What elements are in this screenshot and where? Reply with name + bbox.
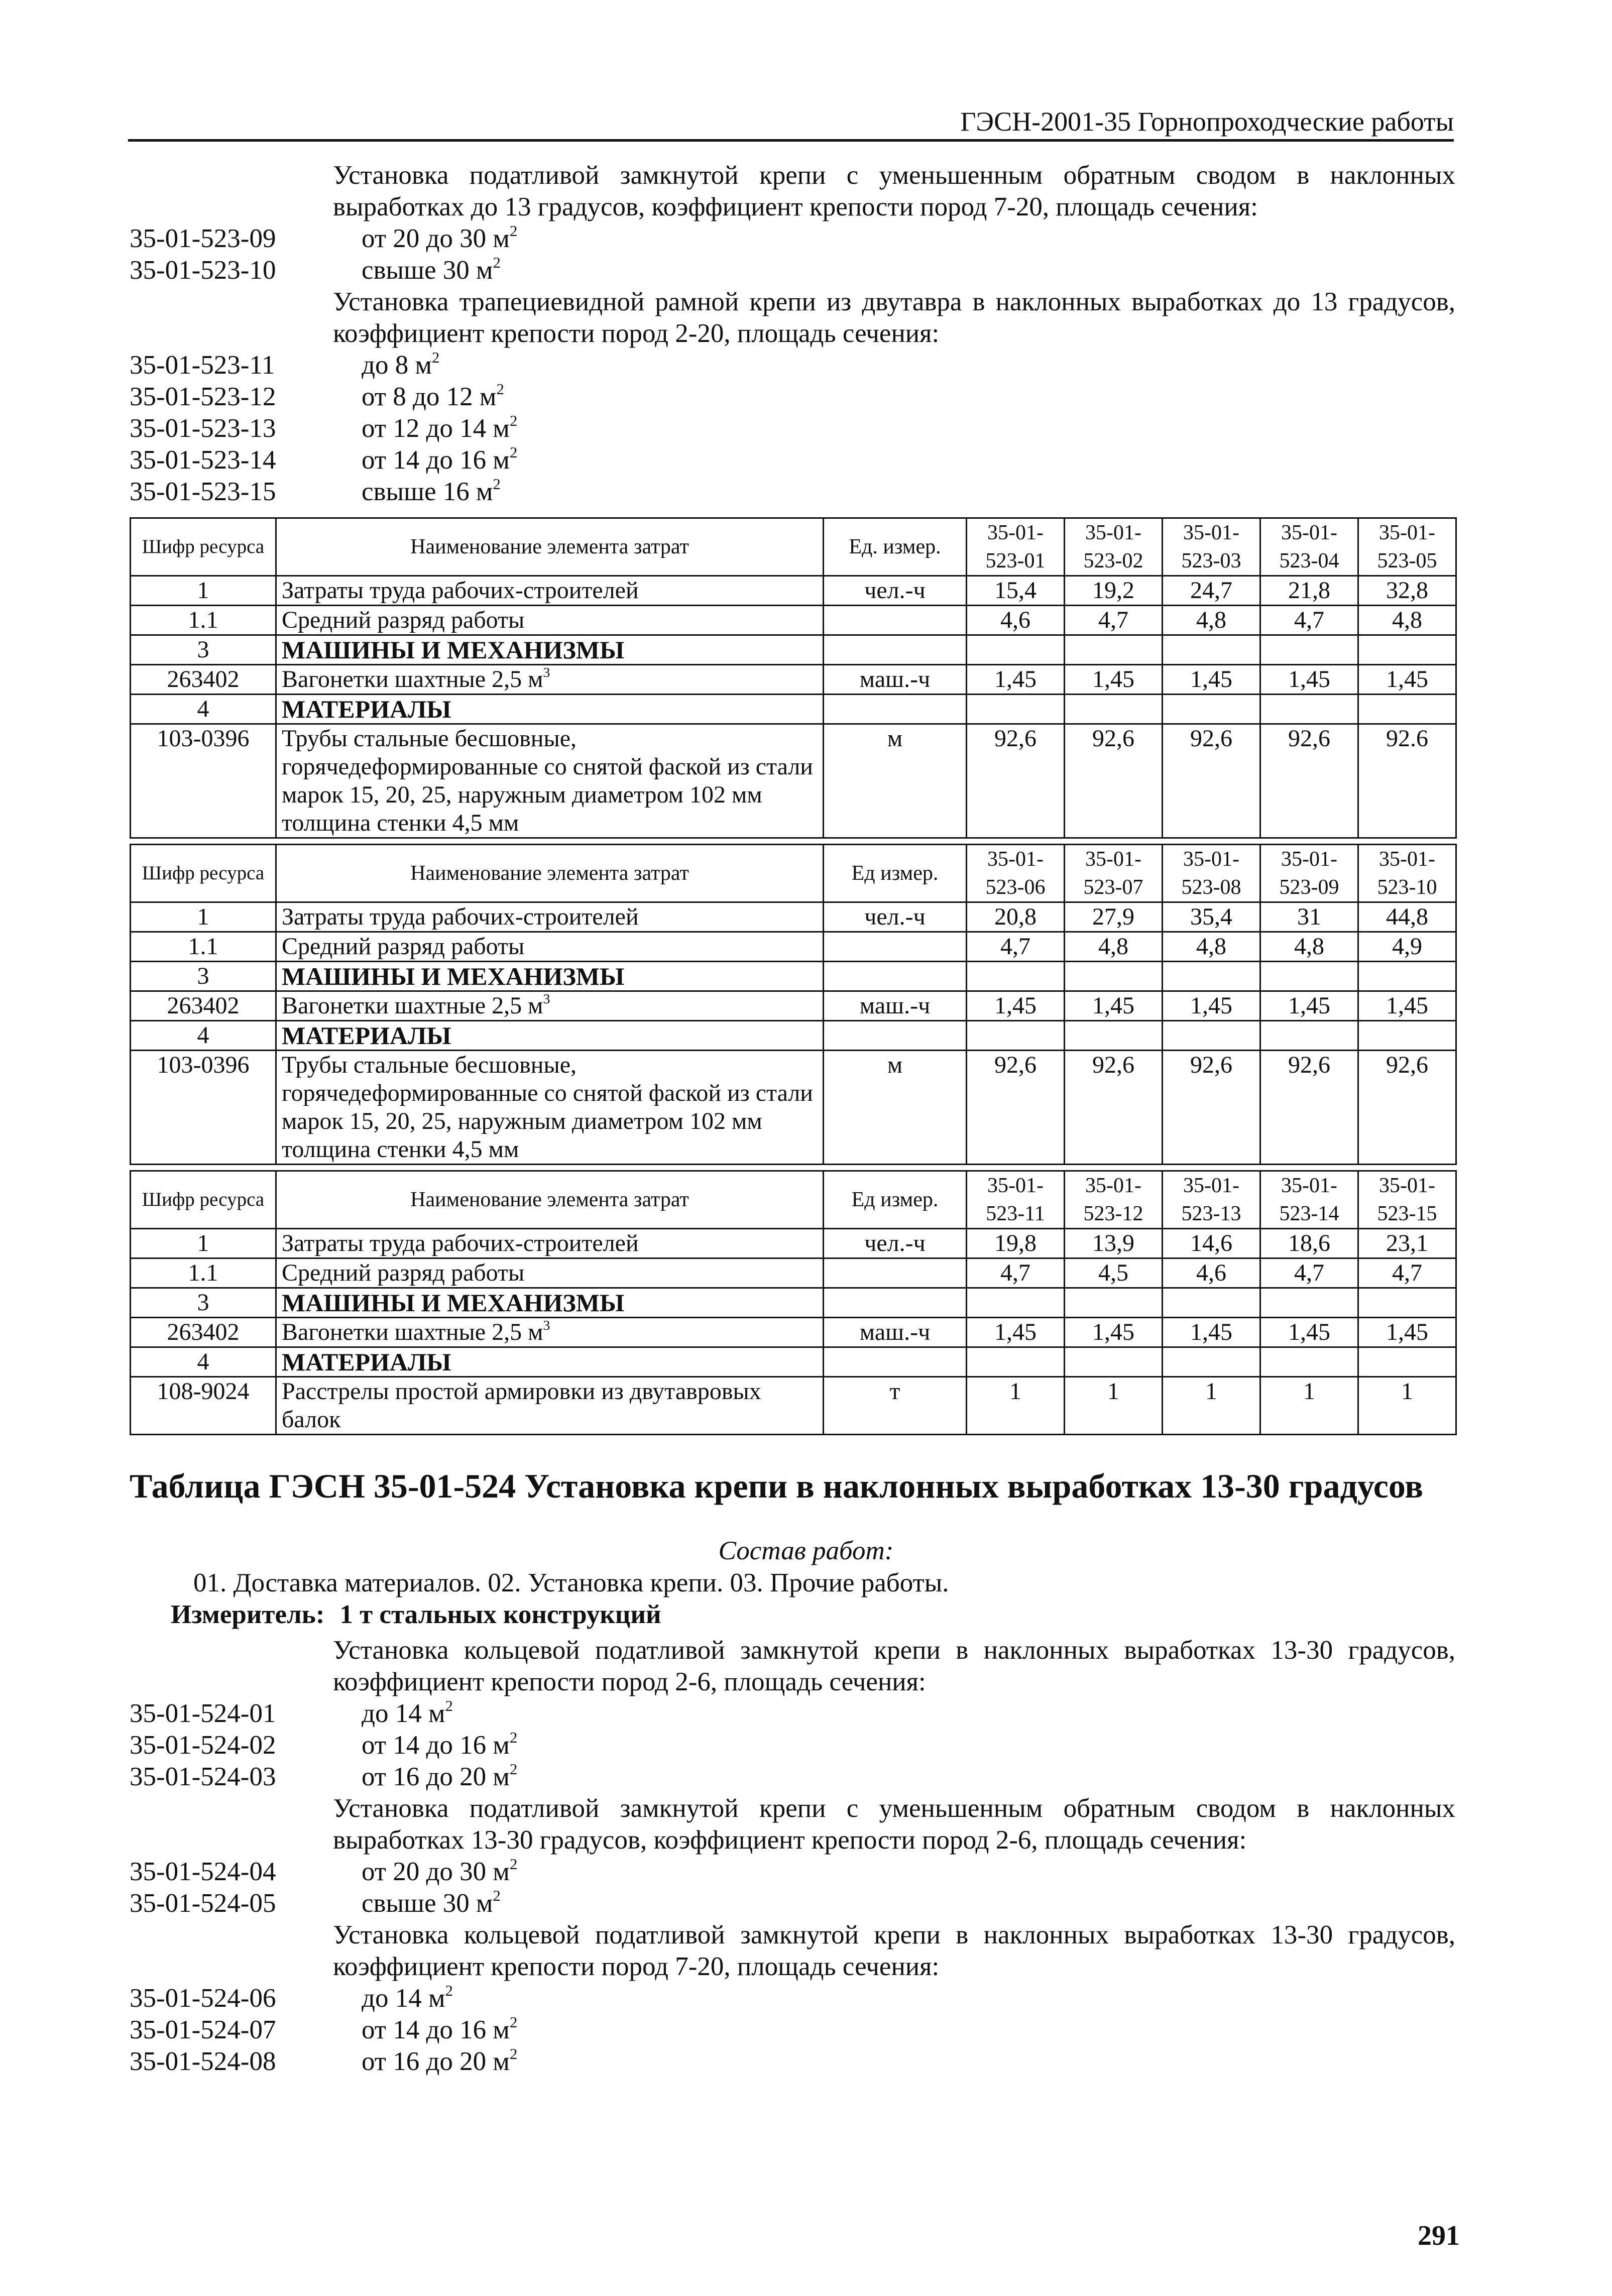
unit-superscript: 2 xyxy=(509,1760,518,1778)
cost-element-cell: МАШИНЫ И МЕХАНИЗМЫ xyxy=(276,635,824,665)
spec-row xyxy=(130,1761,1455,1793)
value-cell xyxy=(1065,962,1163,991)
spec-code: 35-01-524-02 xyxy=(130,1731,276,1760)
cost-element-cell: Средний разряд работы xyxy=(276,932,824,962)
value-cell: 1 xyxy=(1260,1377,1358,1435)
header-resource-code: Шифр ресурса xyxy=(131,845,276,902)
table-row xyxy=(131,1229,1456,1258)
table-header-row xyxy=(131,845,1456,902)
unit-cell xyxy=(824,1258,967,1288)
value-cell: 1,45 xyxy=(1163,1318,1260,1347)
table-row xyxy=(131,1288,1456,1318)
unit-cell: маш.-ч xyxy=(824,1318,967,1347)
unit-superscript: 3 xyxy=(543,991,550,1007)
spec-row xyxy=(130,223,1455,255)
spec-code: 35-01-523-12 xyxy=(130,382,276,411)
value-cell: 92,6 xyxy=(1260,724,1358,838)
value-cell: 1 xyxy=(967,1377,1065,1435)
value-cell xyxy=(1260,1347,1358,1377)
resource-table xyxy=(130,1170,1457,1435)
unit-superscript: 2 xyxy=(496,380,504,398)
table-row xyxy=(131,635,1456,665)
value-cell: 4,8 xyxy=(1163,932,1260,962)
works-list: 01. Доставка материалов. 02. Установка крепи. 03. Прочие работы. xyxy=(193,1568,949,1597)
measure-value: 1 т стальных конструкций xyxy=(339,1600,661,1629)
value-cell xyxy=(1065,1288,1163,1318)
unit-superscript: 3 xyxy=(543,1317,550,1333)
spec-code: 35-01-523-14 xyxy=(130,445,276,475)
spec-text: от 16 до 20 $м^2$ xyxy=(362,1760,518,1791)
spec-text: от 14 до 16 $м^2$ xyxy=(362,443,518,475)
value-cell: 4,7 xyxy=(967,1258,1065,1288)
header-unit: Ед. измер. xyxy=(824,518,967,576)
unit-superscript: 2 xyxy=(493,254,501,271)
spec-text: до 14 $м^2$ xyxy=(362,1697,453,1728)
table-row xyxy=(131,695,1456,724)
value-cell: 4,8 xyxy=(1358,606,1456,635)
value-cell: 92,6 xyxy=(1163,724,1260,838)
unit-cell: т xyxy=(824,1377,967,1435)
resource-code-cell: 263402 xyxy=(131,991,276,1021)
value-cell xyxy=(1260,1288,1358,1318)
value-cell: 4,8 xyxy=(1163,606,1260,635)
value-cell xyxy=(1163,962,1260,991)
spec-text: свыше 30 $м^2$ xyxy=(362,254,501,285)
spec-text: от 20 до 30 $м^2$ xyxy=(362,1855,518,1886)
header-norm-code: 35-01- 523-10 xyxy=(1358,845,1456,902)
value-cell: 1,45 xyxy=(967,991,1065,1021)
value-cell: 15,4 xyxy=(967,576,1065,606)
value-cell: 1,45 xyxy=(1260,1318,1358,1347)
spec-paragraph: Установка кольцевой податливой замкнутой крепи в наклонных выработках 13-30 градусов, коэффициент крепости пород 7-20, площадь сечения: xyxy=(333,1920,1455,1981)
value-cell: 20,8 xyxy=(967,902,1065,932)
value-cell: 21,8 xyxy=(1260,576,1358,606)
value-cell xyxy=(1260,695,1358,724)
spec-code: 35-01-524-07 xyxy=(130,2015,276,2044)
value-cell xyxy=(967,695,1065,724)
value-cell: 1,45 xyxy=(1358,665,1456,695)
value-cell: 4,6 xyxy=(1163,1258,1260,1288)
spec-row xyxy=(130,2014,1455,2046)
table-header-row xyxy=(131,1171,1456,1229)
header-unit: Ед измер. xyxy=(824,845,967,902)
spec-text: от 12 до 14 $м^2$ xyxy=(362,412,518,443)
spec-code: 35-01-524-04 xyxy=(130,1857,276,1886)
value-cell xyxy=(1358,635,1456,665)
cost-element-cell: МАТЕРИАЛЫ xyxy=(276,695,824,724)
spec-text: от 14 до 16 $м^2$ xyxy=(362,1729,518,1760)
header-norm-code: 35-01- 523-05 xyxy=(1358,518,1456,576)
cost-element-cell: Вагонетки шахтные 2,5 $м^3$ xyxy=(276,1318,824,1347)
spec-paragraph: Установка кольцевой податливой замкнутой крепи в наклонных выработках 13-30 градусов, коэффициент крепости пород 2-6, площадь сечения: xyxy=(333,1636,1455,1696)
measure-line xyxy=(171,1599,661,1630)
resource-code-cell: 1 xyxy=(131,902,276,932)
unit-superscript: 2 xyxy=(509,2045,518,2062)
header-norm-code: 35-01- 523-06 xyxy=(967,845,1065,902)
cost-element-cell: Вагонетки шахтные 2,5 $м^3$ xyxy=(276,665,824,695)
value-cell: 19,2 xyxy=(1065,576,1163,606)
header-norm-code: 35-01- 523-03 xyxy=(1163,518,1260,576)
unit-cell: маш.-ч xyxy=(824,991,967,1021)
value-cell: 4,7 xyxy=(967,932,1065,962)
unit-superscript: 3 xyxy=(543,664,550,680)
value-cell: 4,8 xyxy=(1260,932,1358,962)
value-cell: 1,45 xyxy=(967,665,1065,695)
value-cell xyxy=(967,635,1065,665)
cost-element-cell: Средний разряд работы xyxy=(276,1258,824,1288)
spec-row xyxy=(130,1888,1455,1919)
value-cell xyxy=(1163,1347,1260,1377)
unit-cell xyxy=(824,635,967,665)
table-row xyxy=(131,1258,1456,1288)
unit-superscript: 2 xyxy=(432,349,440,366)
table-row xyxy=(131,665,1456,695)
cost-element-cell: Расстрелы простой армировки из двутавровых балок xyxy=(276,1377,824,1435)
running-header xyxy=(128,103,1454,142)
value-cell: 27,9 xyxy=(1065,902,1163,932)
spec-paragraph: Установка податливой замкнутой крепи с уменьшенным обратным сводом в наклонных выработках 13-30 градусов, коэффициент крепости пород 2-6, площадь сечения: xyxy=(333,1794,1455,1855)
cost-element-cell: МАТЕРИАЛЫ xyxy=(276,1021,824,1051)
cost-element-cell: Трубы стальные бесшовные, горячедеформированные со снятой фаской из стали марок 15, 20, 25, наружным диаметром 102 мм толщина стенки 4,5 мм xyxy=(276,724,824,838)
value-cell xyxy=(1260,1021,1358,1051)
resource-code-cell: 108-9024 xyxy=(131,1377,276,1435)
resource-code-cell: 1.1 xyxy=(131,606,276,635)
spec-code: 35-01-523-15 xyxy=(130,477,276,506)
header-norm-code: 35-01- 523-09 xyxy=(1260,845,1358,902)
resource-code-cell: 3 xyxy=(131,962,276,991)
spec-text: свыше 30 $м^2$ xyxy=(362,1887,501,1918)
resource-table xyxy=(130,517,1457,839)
value-cell xyxy=(1065,695,1163,724)
spec-row xyxy=(130,1856,1455,1888)
value-cell: 1,45 xyxy=(1163,665,1260,695)
unit-superscript: 2 xyxy=(493,1887,501,1904)
header-cost-element: Наименование элемента затрат xyxy=(276,1171,824,1229)
value-cell: 1,45 xyxy=(1260,991,1358,1021)
unit-superscript: 2 xyxy=(509,2013,518,2031)
value-cell xyxy=(967,962,1065,991)
unit-cell: м xyxy=(824,724,967,838)
header-norm-code: 35-01- 523-12 xyxy=(1065,1171,1163,1229)
header-unit: Ед измер. xyxy=(824,1171,967,1229)
resource-code-cell: 4 xyxy=(131,1347,276,1377)
spec-code: 35-01-523-09 xyxy=(130,224,276,253)
cost-element-cell: Затраты труда рабочих-строителей xyxy=(276,902,824,932)
header-norm-code: 35-01- 523-15 xyxy=(1358,1171,1456,1229)
spec-row xyxy=(130,2046,1455,2078)
spec-code: 35-01-523-11 xyxy=(130,351,275,380)
value-cell xyxy=(1163,1288,1260,1318)
cost-element-cell: Средний разряд работы xyxy=(276,606,824,635)
header-norm-code: 35-01- 523-14 xyxy=(1260,1171,1358,1229)
spec-row xyxy=(130,350,1455,381)
header-cost-element: Наименование элемента затрат xyxy=(276,518,824,576)
value-cell: 13,9 xyxy=(1065,1229,1163,1258)
value-cell: 19,8 xyxy=(967,1229,1065,1258)
value-cell xyxy=(967,1021,1065,1051)
value-cell xyxy=(967,1288,1065,1318)
unit-cell: чел.-ч xyxy=(824,902,967,932)
value-cell: 1 xyxy=(1358,1377,1456,1435)
cost-element-cell: МАТЕРИАЛЫ xyxy=(276,1347,824,1377)
works-heading: Состав работ: xyxy=(718,1536,894,1565)
value-cell: 44,8 xyxy=(1358,902,1456,932)
resource-code-cell: 3 xyxy=(131,1288,276,1318)
unit-cell: м xyxy=(824,1051,967,1165)
value-cell xyxy=(1163,695,1260,724)
spec-code: 35-01-523-10 xyxy=(130,256,276,285)
header-norm-code: 35-01- 523-13 xyxy=(1163,1171,1260,1229)
value-cell: 92,6 xyxy=(1065,1051,1163,1165)
top-spec-block xyxy=(130,160,1455,508)
cost-element-cell: Затраты труда рабочих-строителей xyxy=(276,1229,824,1258)
header-cost-element: Наименование элемента затрат xyxy=(276,845,824,902)
measure-label: Измеритель: xyxy=(171,1600,325,1629)
value-cell: 23,1 xyxy=(1358,1229,1456,1258)
value-cell: 1,45 xyxy=(1260,665,1358,695)
resource-code-cell: 263402 xyxy=(131,665,276,695)
cost-element-cell: МАШИНЫ И МЕХАНИЗМЫ xyxy=(276,962,824,991)
value-cell: 4,5 xyxy=(1065,1258,1163,1288)
value-cell xyxy=(1260,962,1358,991)
header-norm-code: 35-01- 523-07 xyxy=(1065,845,1163,902)
resource-table xyxy=(130,844,1457,1165)
header-norm-code: 35-01- 523-11 xyxy=(967,1171,1065,1229)
value-cell: 4,9 xyxy=(1358,932,1456,962)
unit-superscript: 2 xyxy=(445,1697,453,1714)
value-cell: 1,45 xyxy=(967,1318,1065,1347)
value-cell: 1 xyxy=(1163,1377,1260,1435)
value-cell: 24,7 xyxy=(1163,576,1260,606)
spec-text: от 16 до 20 $м^2$ xyxy=(362,2045,518,2076)
value-cell: 92,6 xyxy=(1260,1051,1358,1165)
unit-superscript: 2 xyxy=(509,412,518,429)
spec-text: от 20 до 30 $м^2$ xyxy=(362,222,518,253)
unit-cell: чел.-ч xyxy=(824,576,967,606)
resource-code-cell: 103-0396 xyxy=(131,724,276,838)
cost-element-cell: Трубы стальные бесшовные, горячедеформированные со снятой фаской из стали марок 15, 20, 25, наружным диаметром 102 мм толщина стенки 4,5 мм xyxy=(276,1051,824,1165)
value-cell: 92.6 xyxy=(1358,724,1456,838)
value-cell: 4,7 xyxy=(1260,1258,1358,1288)
value-cell xyxy=(1358,1288,1456,1318)
spec-text: до 14 $м^2$ xyxy=(362,1982,453,2013)
unit-superscript: 2 xyxy=(509,1729,518,1746)
value-cell xyxy=(1163,635,1260,665)
value-cell: 1,45 xyxy=(1065,991,1163,1021)
spec-paragraph: Установка податливой замкнутой крепи с уменьшенным обратным сводом в наклонных выработках до 13 градусов, коэффициент крепости пород 7-20, площадь сечения: xyxy=(333,161,1455,221)
unit-cell xyxy=(824,932,967,962)
value-cell: 92,6 xyxy=(1358,1051,1456,1165)
spec-row xyxy=(130,476,1455,508)
resource-code-cell: 3 xyxy=(131,635,276,665)
resource-code-cell: 263402 xyxy=(131,1318,276,1347)
value-cell xyxy=(1065,1347,1163,1377)
value-cell: 4,8 xyxy=(1065,932,1163,962)
resource-code-cell: 4 xyxy=(131,695,276,724)
resource-code-cell: 4 xyxy=(131,1021,276,1051)
page-number: 291 xyxy=(1418,2220,1460,2251)
unit-superscript: 2 xyxy=(493,475,501,493)
cost-element-cell: Вагонетки шахтные 2,5 $м^3$ xyxy=(276,991,824,1021)
header-title: ГЭСН-2001-35 Горнопроходческие работы xyxy=(960,106,1454,137)
spec-text: от 14 до 16 $м^2$ xyxy=(362,2013,518,2044)
unit-cell xyxy=(824,1021,967,1051)
table-row xyxy=(131,606,1456,635)
unit-cell xyxy=(824,695,967,724)
value-cell: 18,6 xyxy=(1260,1229,1358,1258)
value-cell xyxy=(1358,1021,1456,1051)
value-cell: 4,7 xyxy=(1065,606,1163,635)
value-cell xyxy=(1358,962,1456,991)
unit-superscript: 2 xyxy=(509,1855,518,1873)
table-row xyxy=(131,1021,1456,1051)
resource-code-cell: 1.1 xyxy=(131,1258,276,1288)
resource-code-cell: 1 xyxy=(131,1229,276,1258)
value-cell: 92,6 xyxy=(1163,1051,1260,1165)
spec-text: до 8 $м^2$ xyxy=(362,349,440,380)
spec-code: 35-01-524-01 xyxy=(130,1699,276,1728)
table-row xyxy=(131,576,1456,606)
section-spec-block xyxy=(130,1635,1455,2078)
unit-superscript: 2 xyxy=(445,1982,453,1999)
header-norm-code: 35-01- 523-02 xyxy=(1065,518,1163,576)
spec-code: 35-01-524-03 xyxy=(130,1762,276,1791)
value-cell: 1,45 xyxy=(1358,991,1456,1021)
value-cell: 4,7 xyxy=(1358,1258,1456,1288)
unit-superscript: 2 xyxy=(509,222,518,240)
value-cell: 4,6 xyxy=(967,606,1065,635)
unit-cell xyxy=(824,1288,967,1318)
spec-code: 35-01-524-05 xyxy=(130,1889,276,1918)
unit-cell xyxy=(824,1347,967,1377)
value-cell xyxy=(1260,635,1358,665)
cost-element-cell: Затраты труда рабочих-строителей xyxy=(276,576,824,606)
spec-code: 35-01-524-08 xyxy=(130,2047,276,2076)
spec-text: свыше 16 $м^2$ xyxy=(362,475,501,506)
table-row xyxy=(131,932,1456,962)
value-cell: 1,45 xyxy=(1358,1318,1456,1347)
header-norm-code: 35-01- 523-04 xyxy=(1260,518,1358,576)
spec-code: 35-01-523-13 xyxy=(130,414,276,443)
value-cell: 32,8 xyxy=(1358,576,1456,606)
resource-code-cell: 1.1 xyxy=(131,932,276,962)
spec-paragraph: Установка трапециевидной рамной крепи из двутавра в наклонных выработках до 13 градусов, коэффициент крепости пород 2-20, площадь сечения: xyxy=(333,287,1455,348)
table-row xyxy=(131,724,1456,838)
value-cell: 35,4 xyxy=(1163,902,1260,932)
table-row xyxy=(131,1318,1456,1347)
spec-row xyxy=(130,413,1455,444)
unit-superscript: 2 xyxy=(509,443,518,461)
cost-element-cell: МАШИНЫ И МЕХАНИЗМЫ xyxy=(276,1288,824,1318)
header-resource-code: Шифр ресурса xyxy=(131,518,276,576)
value-cell xyxy=(967,1347,1065,1377)
table-row xyxy=(131,1377,1456,1435)
spec-row xyxy=(130,444,1455,476)
value-cell: 92,6 xyxy=(1065,724,1163,838)
value-cell xyxy=(1163,1021,1260,1051)
unit-cell xyxy=(824,962,967,991)
resource-code-cell: 103-0396 xyxy=(131,1051,276,1165)
resource-code-cell: 1 xyxy=(131,576,276,606)
value-cell xyxy=(1065,635,1163,665)
table-row xyxy=(131,962,1456,991)
spec-code: 35-01-524-06 xyxy=(130,1984,276,2013)
spec-row xyxy=(130,255,1455,286)
table-header-row xyxy=(131,518,1456,576)
header-norm-code: 35-01- 523-08 xyxy=(1163,845,1260,902)
section-title: Таблица ГЭСН 35-01-524 Установка крепи в наклонных выработках 13-30 градусов xyxy=(130,1467,1423,1505)
value-cell xyxy=(1358,1347,1456,1377)
spec-row xyxy=(130,381,1455,413)
unit-cell xyxy=(824,606,967,635)
table-row xyxy=(131,902,1456,932)
header-norm-code: 35-01- 523-01 xyxy=(967,518,1065,576)
unit-cell: маш.-ч xyxy=(824,665,967,695)
spec-row xyxy=(130,1983,1455,2014)
value-cell: 4,7 xyxy=(1260,606,1358,635)
header-resource-code: Шифр ресурса xyxy=(131,1171,276,1229)
value-cell: 1,45 xyxy=(1065,1318,1163,1347)
table-row xyxy=(131,1051,1456,1165)
value-cell: 92,6 xyxy=(967,724,1065,838)
table-row xyxy=(131,1347,1456,1377)
value-cell: 1 xyxy=(1065,1377,1163,1435)
table-row xyxy=(131,991,1456,1021)
value-cell: 92,6 xyxy=(967,1051,1065,1165)
value-cell xyxy=(1358,695,1456,724)
value-cell xyxy=(1065,1021,1163,1051)
spec-row xyxy=(130,1698,1455,1730)
unit-cell: чел.-ч xyxy=(824,1229,967,1258)
value-cell: 1,45 xyxy=(1163,991,1260,1021)
spec-text: от 8 до 12 $м^2$ xyxy=(362,380,504,411)
value-cell: 1,45 xyxy=(1065,665,1163,695)
value-cell: 14,6 xyxy=(1163,1229,1260,1258)
value-cell: 31 xyxy=(1260,902,1358,932)
spec-row xyxy=(130,1730,1455,1761)
